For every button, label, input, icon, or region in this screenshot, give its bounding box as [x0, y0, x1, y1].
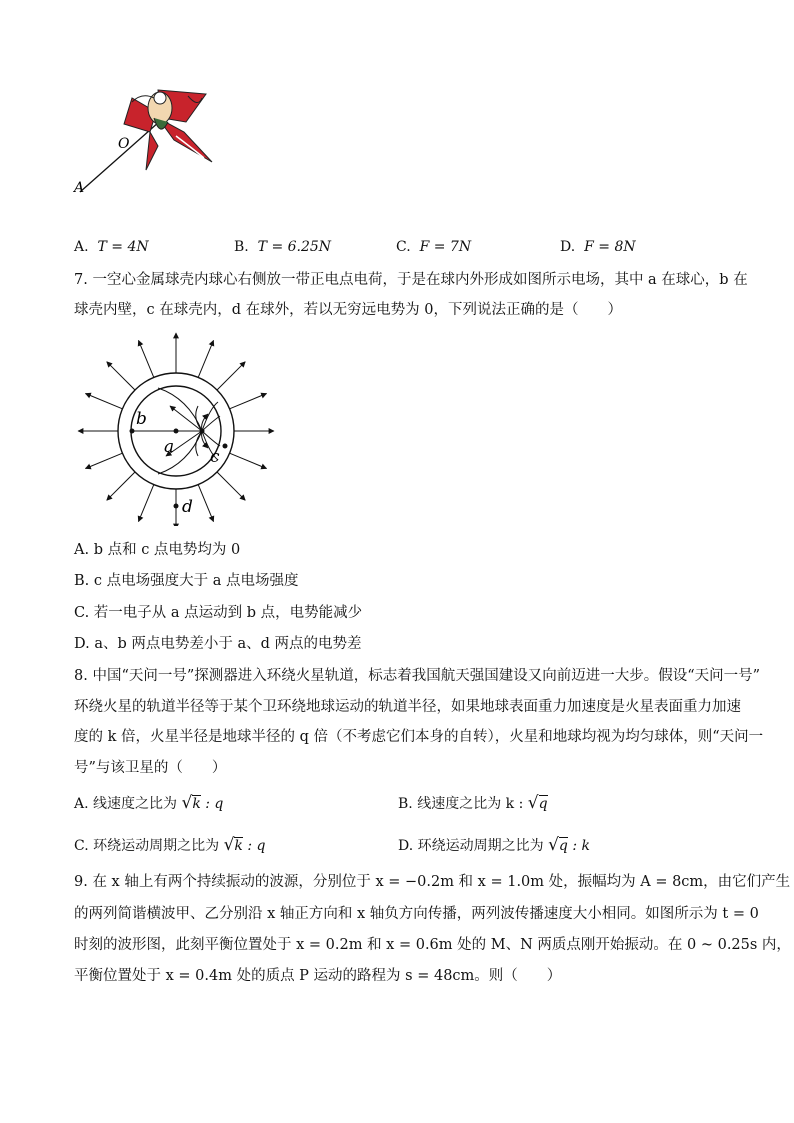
q8-stem-line-2: 环绕火星的轨道半径等于某个卫环绕地球运动的轨道半径，如果地球表面重力加速度是火星表面重力加速: [74, 699, 741, 715]
q8-stem-line-1: 8. 中国“天问一号”探测器进入环绕火星轨道，标志着我国航天强国建设又向前迈进一大步。假设“天问一号”: [74, 668, 761, 684]
q8-option-c[interactable]: C. 环绕运动周期之比为 √k : q: [74, 835, 266, 855]
q7-option-c[interactable]: C. 若一电子从 a 点运动到 b 点，电势能减少: [74, 605, 363, 621]
q7-option-d[interactable]: D. a、b 两点电势差小于 a、d 两点的电势差: [74, 636, 362, 652]
q6-option-b[interactable]: B. T = 6.25N: [234, 239, 332, 255]
q8-stem-line-3: 度的 k 倍，火星半径是地球半径的 q 倍（不考虑它们本身的自转），火星和地球均视为均匀球体，则“天问一: [74, 729, 764, 745]
field-line: [85, 453, 122, 468]
q7-option-a[interactable]: A. b 点和 c 点电势均为 0: [74, 542, 241, 558]
q7-stem-line-1: 7. 一空心金属球壳内球心右侧放一带正电点电荷，于是在球内外形成如图所示电场，其中 a 在球心，b 在: [74, 272, 748, 288]
point-charge: [200, 429, 205, 434]
q8-option-a[interactable]: A. 线速度之比为 √k : q: [74, 793, 224, 813]
field-line: [85, 393, 122, 408]
q9-stem-line-3: 时刻的波形图，此刻平衡位置处于 x = 0.2m 和 x = 0.6m 处的 M、N 两质点刚开始振动。在 0 ~ 0.25s 内，: [74, 937, 791, 953]
q7-option-b[interactable]: B. c 点电场强度大于 a 点电场强度: [74, 573, 299, 589]
q9-stem-line-4: 平衡位置处于 x = 0.4m 处的质点 P 运动的路程为 s = 48cm。则（ ）: [74, 968, 562, 984]
q6-option-d[interactable]: D. F = 8N: [560, 239, 636, 255]
q8-option-d[interactable]: D. 环绕运动周期之比为 √q : k: [398, 835, 590, 855]
q8-stem-line-4: 号”与该卫星的（ ）: [74, 760, 227, 776]
label-a: a: [164, 437, 175, 457]
q9-stem-line-1: 9. 在 x 轴上有两个持续振动的波源，分别位于 x = −0.2m 和 x = 1.0m 处，振幅均为 A = 8cm，由它们产生: [74, 874, 791, 890]
label-b: b: [136, 409, 147, 429]
field-line: [230, 453, 267, 468]
field-line: [198, 485, 213, 522]
field-line: [217, 472, 245, 500]
field-line: [230, 393, 267, 408]
label-d: d: [182, 497, 193, 517]
kite-label-a: A: [74, 180, 85, 196]
q6-option-a[interactable]: A. T = 4N: [74, 239, 149, 255]
field-line: [217, 362, 245, 390]
q6-option-c[interactable]: C. F = 7N: [396, 239, 472, 255]
point-b: [130, 429, 135, 434]
point-a: [174, 429, 179, 434]
field-line: [198, 340, 213, 377]
field-line: [138, 485, 153, 522]
point-c: [223, 444, 228, 449]
field-line: [107, 472, 135, 500]
point-d: [174, 504, 179, 509]
kite-figure: [72, 78, 222, 200]
q7-stem-line-2: 球壳内壁，c 在球壳内，d 在球外，若以无穷远电势为 0，下列说法正确的是（ ）: [74, 302, 622, 318]
kite-label-o: O: [118, 136, 130, 152]
electric-field-figure: [70, 328, 286, 526]
q9-stem-line-2: 的两列简谐横波甲、乙分别沿 x 轴正方向和 x 轴负方向传播，两列波传播速度大小相同。如图所示为 t = 0: [74, 906, 759, 922]
q8-option-b[interactable]: B. 线速度之比为 k : √q: [398, 793, 548, 813]
field-line: [138, 340, 153, 377]
field-line: [107, 362, 135, 390]
label-c: c: [210, 447, 220, 467]
